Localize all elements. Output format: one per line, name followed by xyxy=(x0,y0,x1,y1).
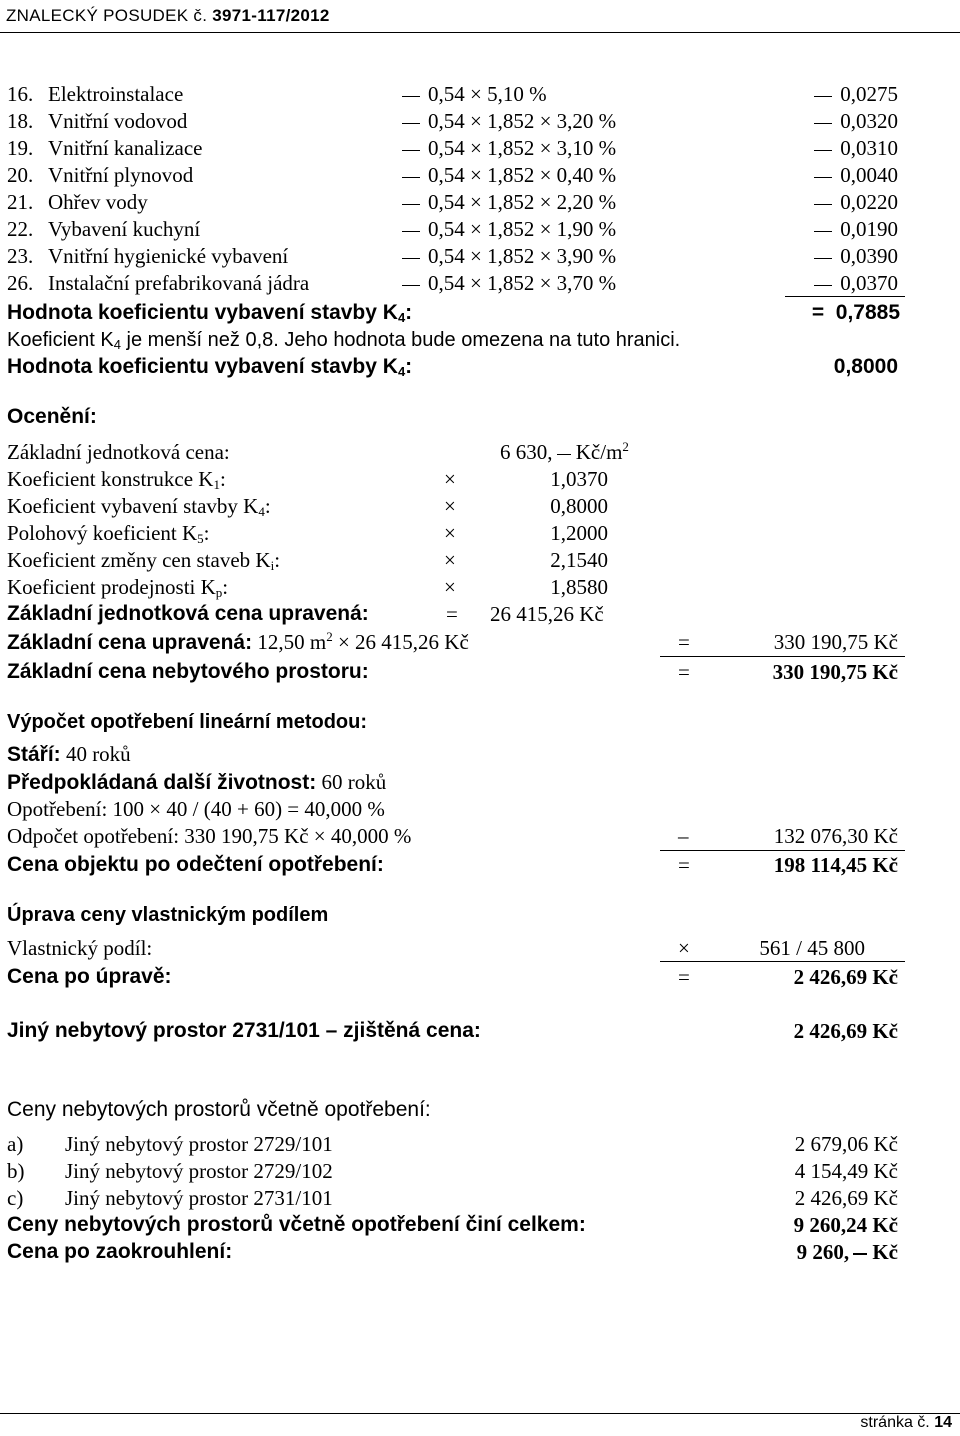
summary-total-value: 9 260,24 Kč xyxy=(793,1213,898,1237)
coef-value: 1,0370 xyxy=(550,467,608,491)
header-number: 3971-117/2012 xyxy=(212,6,330,25)
summary-row-label: Jiný nebytový prostor 2731/101 xyxy=(65,1186,333,1210)
summary-row-label: Jiný nebytový prostor 2729/101 xyxy=(65,1132,333,1156)
coef-op: × xyxy=(444,467,456,491)
coef-label: Koeficient změny cen staveb $K_i$: xyxy=(7,548,281,573)
wear-rule xyxy=(660,850,905,851)
sum-rule xyxy=(785,296,905,297)
wear-deduct-value: 132 076,30 Kč xyxy=(773,824,898,848)
item-result: 0,0390 xyxy=(798,244,898,268)
item-name: Vnitřní hygienické vybavení xyxy=(48,244,289,268)
item-result: 0,0320 xyxy=(798,109,898,133)
item-name: Vybavení kuchyní xyxy=(48,217,201,241)
summary-row-letter: a) xyxy=(7,1132,24,1156)
item-result: 0,0190 xyxy=(798,217,898,241)
summary-row-letter: b) xyxy=(7,1159,25,1183)
after-share-value: 2 426,69 Kč xyxy=(793,965,898,989)
item-name: Vnitřní plynovod xyxy=(48,163,194,187)
item-calc: 0,54 × 1,852 × 3,10 % xyxy=(402,136,616,160)
coef-label: Polohový koeficient $K_5$: xyxy=(7,521,210,546)
after-share-label: Cena po úpravě: xyxy=(7,965,172,988)
item-name: Instalační prefabrikovaná jádra xyxy=(48,271,310,295)
wear-deduct-op: – xyxy=(678,824,689,848)
summary-total-label: Ceny nebytových prostorů včetně opotřebení činí celkem: xyxy=(7,1213,586,1236)
item-result: 0,0370 xyxy=(798,271,898,295)
coef-label: Koeficient vybavení stavby $K_4$: xyxy=(7,494,271,519)
base-price-value: 330 190,75 Kč xyxy=(772,660,898,684)
item-no: 19. xyxy=(7,136,34,160)
share-value: 561 / 45 800 xyxy=(759,936,865,960)
after-wear-label: Cena objektu po odečtení opotřebení: xyxy=(7,853,384,876)
adjusted-price-value: 330 190,75 Kč xyxy=(773,630,898,654)
item-result: 0,0275 xyxy=(798,82,898,106)
found-price-label: Jiný nebytový prostor 2731/101 – zjištěná cena: xyxy=(7,1019,481,1042)
item-no: 16. xyxy=(7,82,34,106)
price-rule xyxy=(660,656,905,657)
coef-label: Koeficient prodejnosti $K_p$: xyxy=(7,575,229,600)
coef-value: 2,1540 xyxy=(550,548,608,572)
after-wear-value: 198 114,45 Kč xyxy=(773,853,898,877)
item-no: 20. xyxy=(7,163,34,187)
page-label: stránka č. xyxy=(860,1414,930,1431)
item-calc: 0,54 × 1,852 × 2,20 % xyxy=(402,190,616,214)
coef-op: × xyxy=(444,575,456,599)
k4-final-label: Hodnota koeficientu vybavení stavby $K_4$: xyxy=(7,355,413,379)
item-calc: 0,54 × 1,852 × 3,20 % xyxy=(402,109,616,133)
header-title: ZNALECKÝ POSUDEK č. xyxy=(6,6,208,25)
wear-heading: Výpočet opotřebení lineární metodou: xyxy=(7,711,368,733)
after-share-op: = xyxy=(678,965,690,989)
item-calc: 0,54 × 1,852 × 1,90 % xyxy=(402,217,616,241)
k4-total-label: Hodnota koeficientu vybavení stavby $K_4$: xyxy=(7,301,413,325)
summary-row-letter: c) xyxy=(7,1186,24,1210)
age-line: Stáří: 40 roků xyxy=(7,742,131,766)
item-calc: 0,54 × 1,852 × 3,90 % xyxy=(402,244,616,268)
item-name: Vnitřní vodovod xyxy=(48,109,188,133)
adjusted-price-op: = xyxy=(678,630,690,654)
oceneni-heading: Ocenění: xyxy=(7,405,97,428)
coef-op: × xyxy=(444,521,456,545)
base-unit-price-value: 6 630, $Kč/m^2$ xyxy=(500,439,629,464)
coef-value: 1,8580 xyxy=(550,575,608,599)
summary-row-value: 2 679,06 Kč xyxy=(794,1132,898,1156)
coef-label: Koeficient konstrukce $K_1$: xyxy=(7,467,226,492)
rounded-price-value: 9 260, Kč xyxy=(796,1240,898,1264)
rounded-price-label: Cena po zaokrouhlení: xyxy=(7,1240,233,1263)
adjusted-price-line: Základní cena upravená: 12,50 $m^2 \times 26$ 415,26 Kč xyxy=(7,629,469,654)
base-price-op: = xyxy=(678,660,690,684)
item-result: 0,0310 xyxy=(798,136,898,160)
item-name: Vnitřní kanalizace xyxy=(48,136,203,160)
item-no: 21. xyxy=(7,190,34,214)
item-calc: 0,54 × 1,852 × 3,70 % xyxy=(402,271,616,295)
item-calc: 0,54 × 1,852 × 0,40 % xyxy=(402,163,616,187)
coef-value: 1,2000 xyxy=(550,521,608,545)
footer-divider xyxy=(0,1413,960,1414)
adjusted-unit-price-label: Základní jednotková cena upravená: xyxy=(7,602,369,625)
share-op: × xyxy=(678,936,690,960)
item-no: 23. xyxy=(7,244,34,268)
wear-deduct-label: Odpočet opotřebení: 330 190,75 Kč × 40,000 % xyxy=(7,824,412,848)
adjusted-unit-price-value: 26 415,26 Kč xyxy=(490,602,604,626)
document-header xyxy=(6,6,330,26)
k4-final-value: 0,8000 xyxy=(833,355,898,378)
item-no: 26. xyxy=(7,271,34,295)
summary-row-label: Jiný nebytový prostor 2729/102 xyxy=(65,1159,333,1183)
item-result: 0,0040 xyxy=(798,163,898,187)
page-number: 14 xyxy=(934,1414,952,1431)
item-name: Elektroinstalace xyxy=(48,82,184,106)
wear-calc-line: Opotřebení: 100 × 40 / (40 + 60) = 40,000 % xyxy=(7,797,385,821)
summary-heading: Ceny nebytových prostorů včetně opotřebení: xyxy=(7,1098,431,1121)
share-heading: Úprava ceny vlastnickým podílem xyxy=(7,904,329,926)
life-line: Předpokládaná další životnost: 60 roků xyxy=(7,770,387,794)
found-price-value: 2 426,69 Kč xyxy=(793,1019,898,1043)
after-wear-op: = xyxy=(678,853,690,877)
k4-note: Koeficient $K_4$ je menší než 0,8. Jeho hodnota bude omezena na tuto hranici. xyxy=(7,329,681,352)
share-label: Vlastnický podíl: xyxy=(7,936,153,960)
header-divider xyxy=(0,32,960,33)
coef-op: × xyxy=(444,548,456,572)
coef-value: 0,8000 xyxy=(550,494,608,518)
item-no: 22. xyxy=(7,217,34,241)
adjusted-unit-price-op: = xyxy=(446,602,458,626)
item-calc: 0,54 × 5,10 % xyxy=(402,82,547,106)
k4-total-value: = 0,7885 xyxy=(811,301,900,324)
item-name: Ohřev vody xyxy=(48,190,148,214)
item-result: 0,0220 xyxy=(798,190,898,214)
share-rule xyxy=(660,961,905,962)
item-no: 18. xyxy=(7,109,34,133)
coef-op: × xyxy=(444,494,456,518)
page-footer xyxy=(860,1414,952,1432)
summary-row-value: 4 154,49 Kč xyxy=(794,1159,898,1183)
base-unit-price-label: Základní jednotková cena: xyxy=(7,440,230,464)
base-price-label: Základní cena nebytového prostoru: xyxy=(7,660,369,683)
summary-row-value: 2 426,69 Kč xyxy=(794,1186,898,1210)
